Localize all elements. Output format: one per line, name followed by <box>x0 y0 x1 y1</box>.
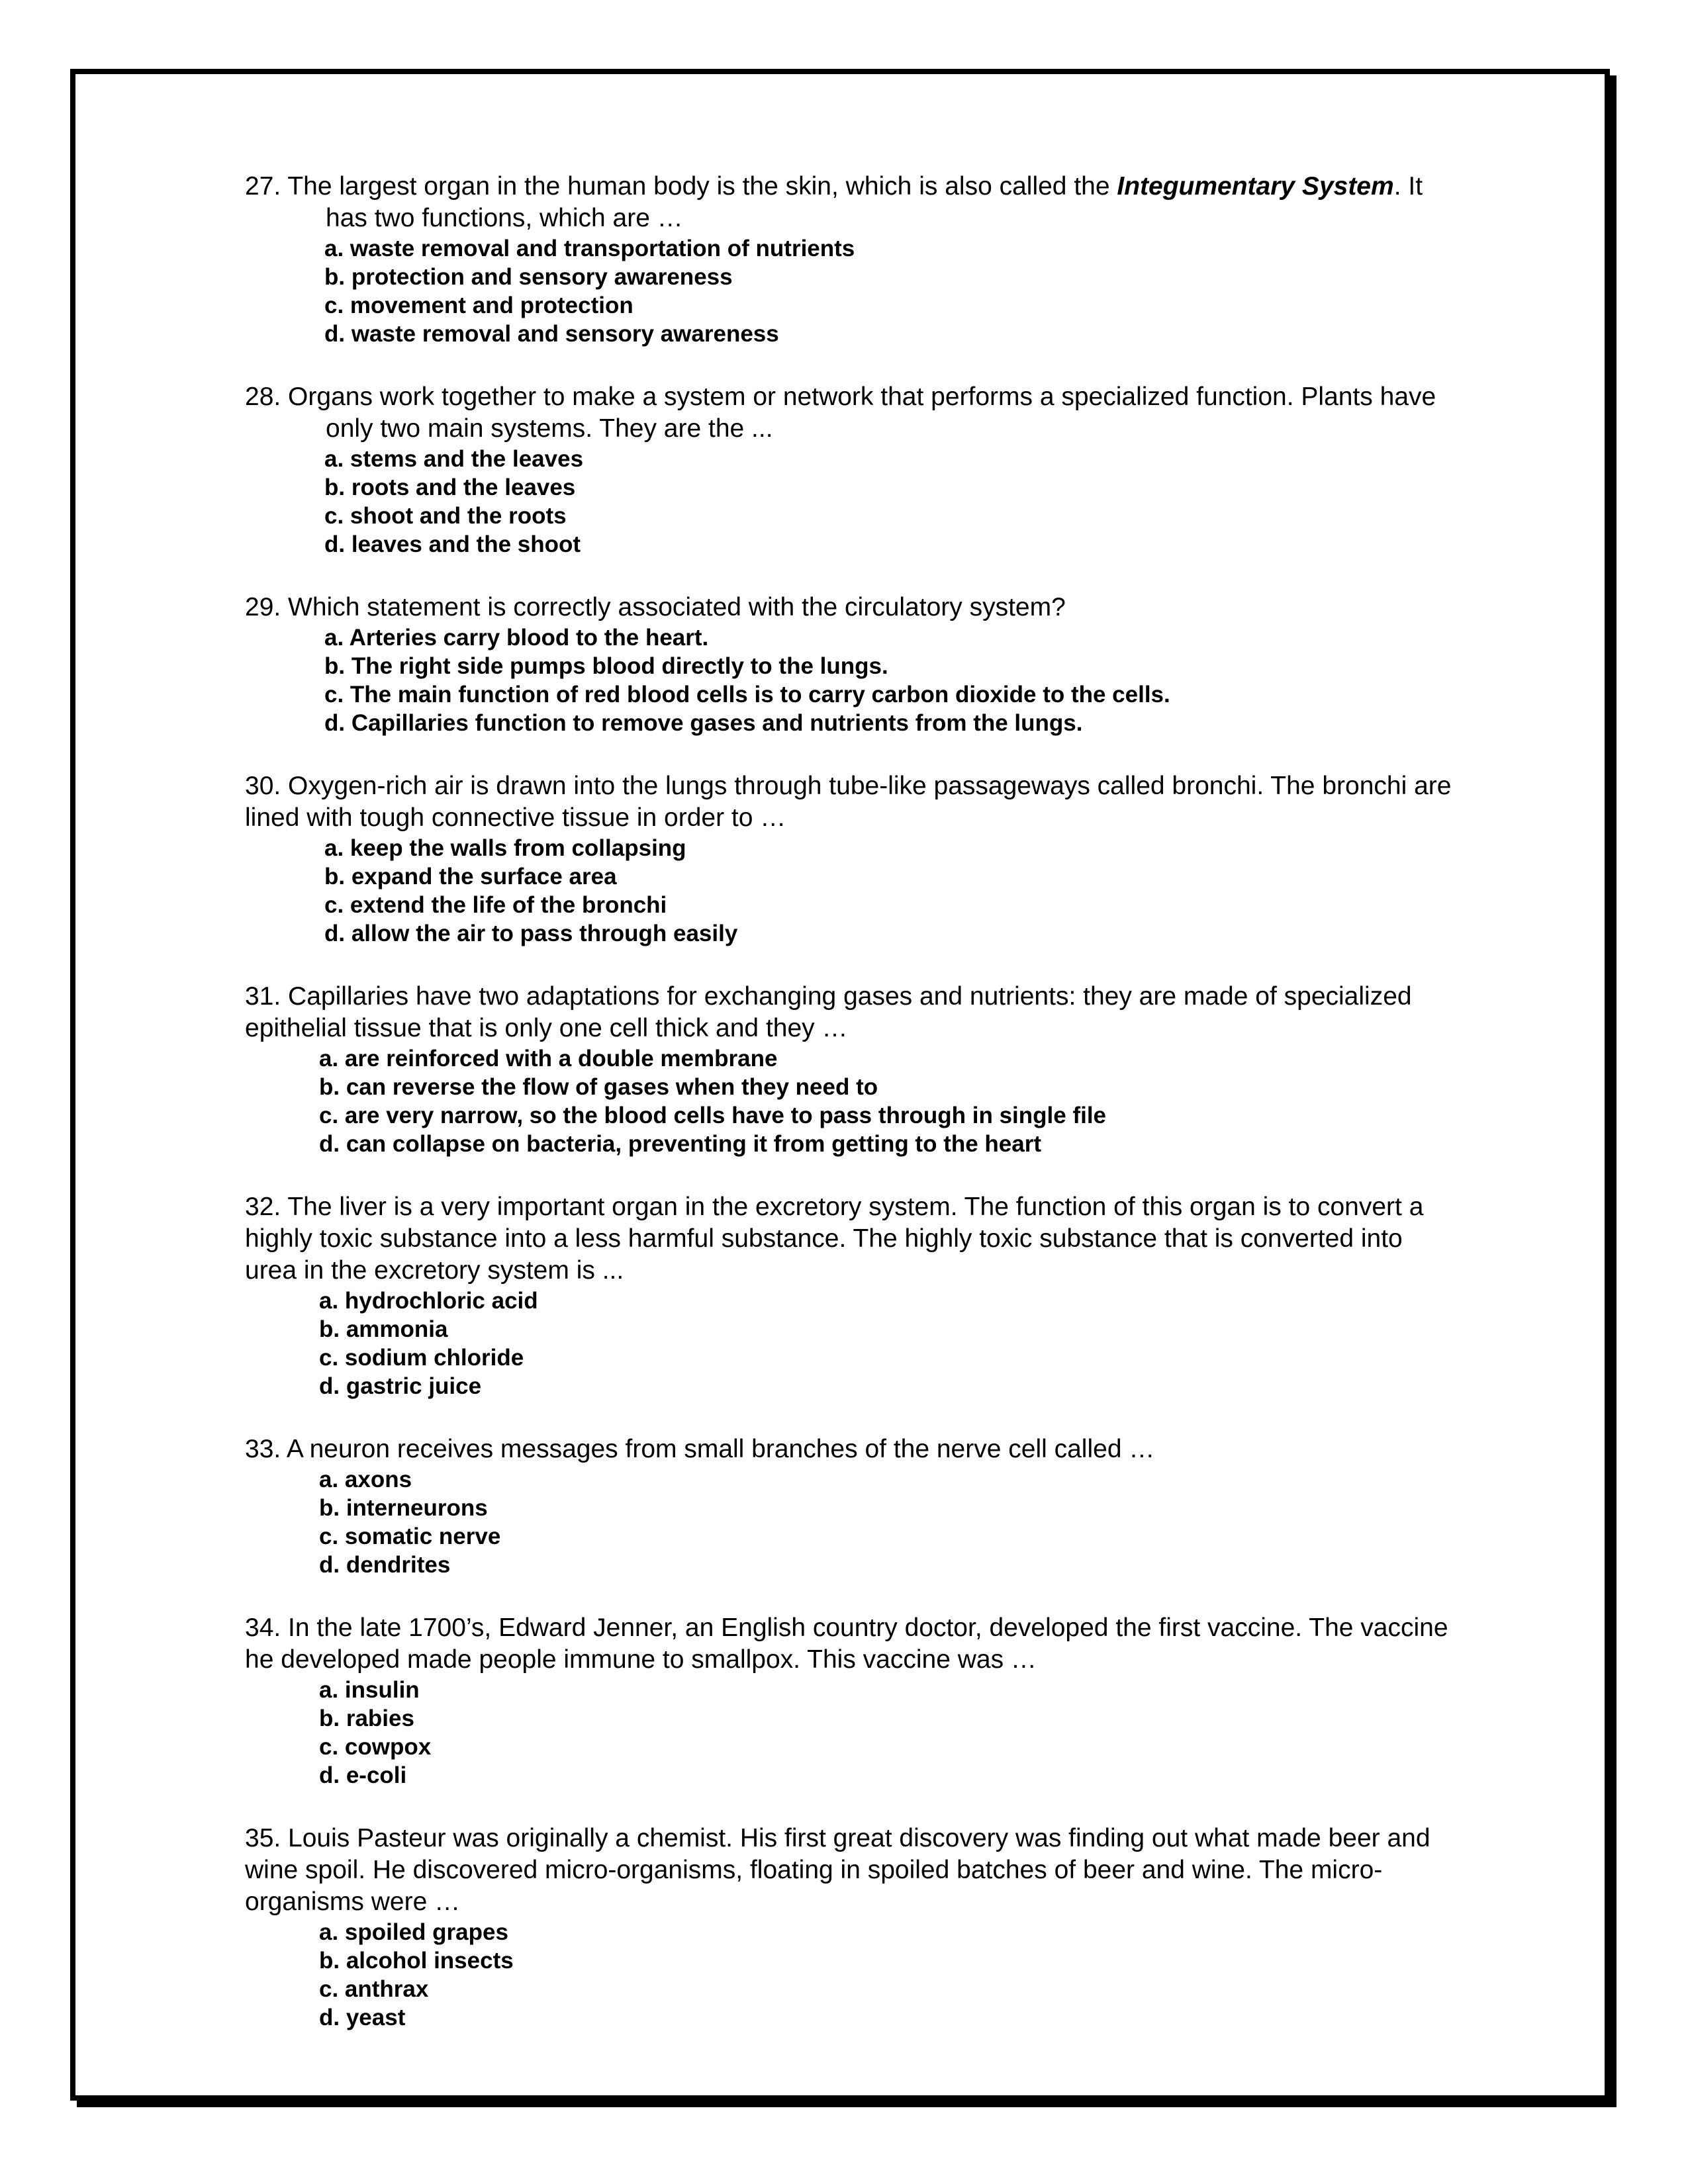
answer-option-d[interactable]: d. yeast <box>319 2005 406 2030</box>
answer-option-c[interactable]: c. somatic nerve <box>319 1524 501 1549</box>
answer-option-d[interactable]: d. gastric juice <box>319 1373 482 1399</box>
answer-option-b[interactable]: b. can reverse the flow of gases when they need to <box>319 1074 878 1100</box>
answer-option-a[interactable]: a. hydrochloric acid <box>319 1288 538 1314</box>
answer-option-b[interactable]: b. The right side pumps blood directly to the lungs. <box>324 653 888 679</box>
question-stem-text: 27. The largest organ in the human body is the skin, which is also called the <box>245 172 1117 201</box>
answer-option-b[interactable]: b. interneurons <box>319 1495 488 1521</box>
answer-options <box>245 623 1456 737</box>
answer-option-c[interactable]: c. cowpox <box>319 1734 432 1760</box>
answer-option-b[interactable]: b. rabies <box>319 1706 414 1731</box>
answer-options <box>245 1287 1456 1400</box>
answer-option-c[interactable]: c. extend the life of the bronchi <box>324 892 667 918</box>
answer-option-d[interactable]: d. Capillaries function to remove gases and nutrients from the lungs. <box>324 710 1083 736</box>
answer-options <box>245 1044 1456 1158</box>
answer-option-c[interactable]: c. anthrax <box>319 1976 429 2002</box>
answer-option-d[interactable]: d. dendrites <box>319 1552 451 1578</box>
answer-option-a[interactable]: a. are reinforced with a double membrane <box>319 1046 778 1071</box>
question-stem <box>245 171 1456 234</box>
answer-option-a[interactable]: a. waste removal and transportation of nutrients <box>324 236 855 261</box>
answer-option-a[interactable]: a. insulin <box>319 1677 420 1703</box>
answer-option-d[interactable]: d. allow the air to pass through easily <box>324 921 738 946</box>
question-stem: 33. A neuron receives messages from small branches of the nerve cell called … <box>245 1435 1155 1463</box>
question-stem-text-end: . It has two functions, which are … <box>326 172 1423 232</box>
answer-options <box>245 234 1456 348</box>
answer-option-a[interactable]: a. spoiled grapes <box>319 1919 508 1945</box>
question-28 <box>245 381 1456 559</box>
answer-option-a[interactable]: a. stems and the leaves <box>324 446 584 472</box>
answer-option-d[interactable]: d. e-coli <box>319 1762 407 1788</box>
answer-options <box>245 1676 1456 1790</box>
answer-options <box>245 1465 1456 1579</box>
question-33 <box>245 1433 1456 1579</box>
answer-option-a[interactable]: a. Arteries carry blood to the heart. <box>324 625 709 651</box>
question-34 <box>245 1612 1456 1790</box>
question-35 <box>245 1823 1456 2032</box>
answer-option-a[interactable]: a. axons <box>319 1467 412 1492</box>
question-stem: 29. Which statement is correctly associated with the circulatory system? <box>245 593 1066 621</box>
answer-option-d[interactable]: d. can collapse on bacteria, preventing it from getting to the heart <box>319 1131 1041 1157</box>
question-stem: 32. The liver is a very important organ in the excretory system. The function of this organ is to convert a highly toxic substance into a less harmful substance. The highly toxic substance that is converted into urea in the excretory system is ... <box>245 1193 1424 1285</box>
answer-option-c[interactable]: c. are very narrow, so the blood cells have to pass through in single file <box>319 1103 1107 1128</box>
question-stem-emphasis: Integumentary System <box>1117 172 1394 201</box>
answer-options <box>245 445 1456 559</box>
question-31 <box>245 981 1456 1158</box>
answer-option-d[interactable]: d. leaves and the shoot <box>324 531 581 557</box>
question-stem: 30. Oxygen-rich air is drawn into the lungs through tube-like passageways called bronchi. The bronchi are lined with tough connective tissue in order to … <box>245 772 1452 832</box>
answer-option-b[interactable]: b. expand the surface area <box>324 864 617 889</box>
question-32 <box>245 1191 1456 1400</box>
answer-option-c[interactable]: c. The main function of red blood cells is to carry carbon dioxide to the cells. <box>324 682 1170 707</box>
answer-option-d[interactable]: d. waste removal and sensory awareness <box>324 321 779 347</box>
answer-option-b[interactable]: b. ammonia <box>319 1316 448 1342</box>
answer-option-a[interactable]: a. keep the walls from collapsing <box>324 835 686 861</box>
answer-option-c[interactable]: c. sodium chloride <box>319 1345 524 1371</box>
question-27 <box>245 171 1456 348</box>
answer-option-c[interactable]: c. movement and protection <box>324 293 633 318</box>
question-stem: 34. In the late 1700’s, Edward Jenner, an English country doctor, developed the first vaccine. The vaccine he developed made people immune to smallpox. This vaccine was … <box>245 1614 1448 1674</box>
answer-options <box>245 834 1456 948</box>
answer-option-c[interactable]: c. shoot and the roots <box>324 503 567 529</box>
question-stem: 31. Capillaries have two adaptations for exchanging gases and nutrients: they are made of specialized epithelial tissue that is only one cell thick and they … <box>245 982 1412 1042</box>
answer-option-b[interactable]: b. roots and the leaves <box>324 475 576 500</box>
question-list <box>245 171 1456 2065</box>
answer-options <box>245 1918 1456 2032</box>
question-stem: 28. Organs work together to make a system or network that performs a specialized function. Plants have only two main systems. They are the ... <box>245 383 1436 443</box>
question-stem: 35. Louis Pasteur was originally a chemist. His first great discovery was finding out what made beer and wine spoil. He discovered micro-organisms, floating in spoiled batches of beer and wine. The micro-organisms were … <box>245 1824 1430 1916</box>
answer-option-b[interactable]: b. alcohol insects <box>319 1948 514 1974</box>
question-30 <box>245 770 1456 948</box>
question-29 <box>245 592 1456 737</box>
answer-option-b[interactable]: b. protection and sensory awareness <box>324 264 733 290</box>
